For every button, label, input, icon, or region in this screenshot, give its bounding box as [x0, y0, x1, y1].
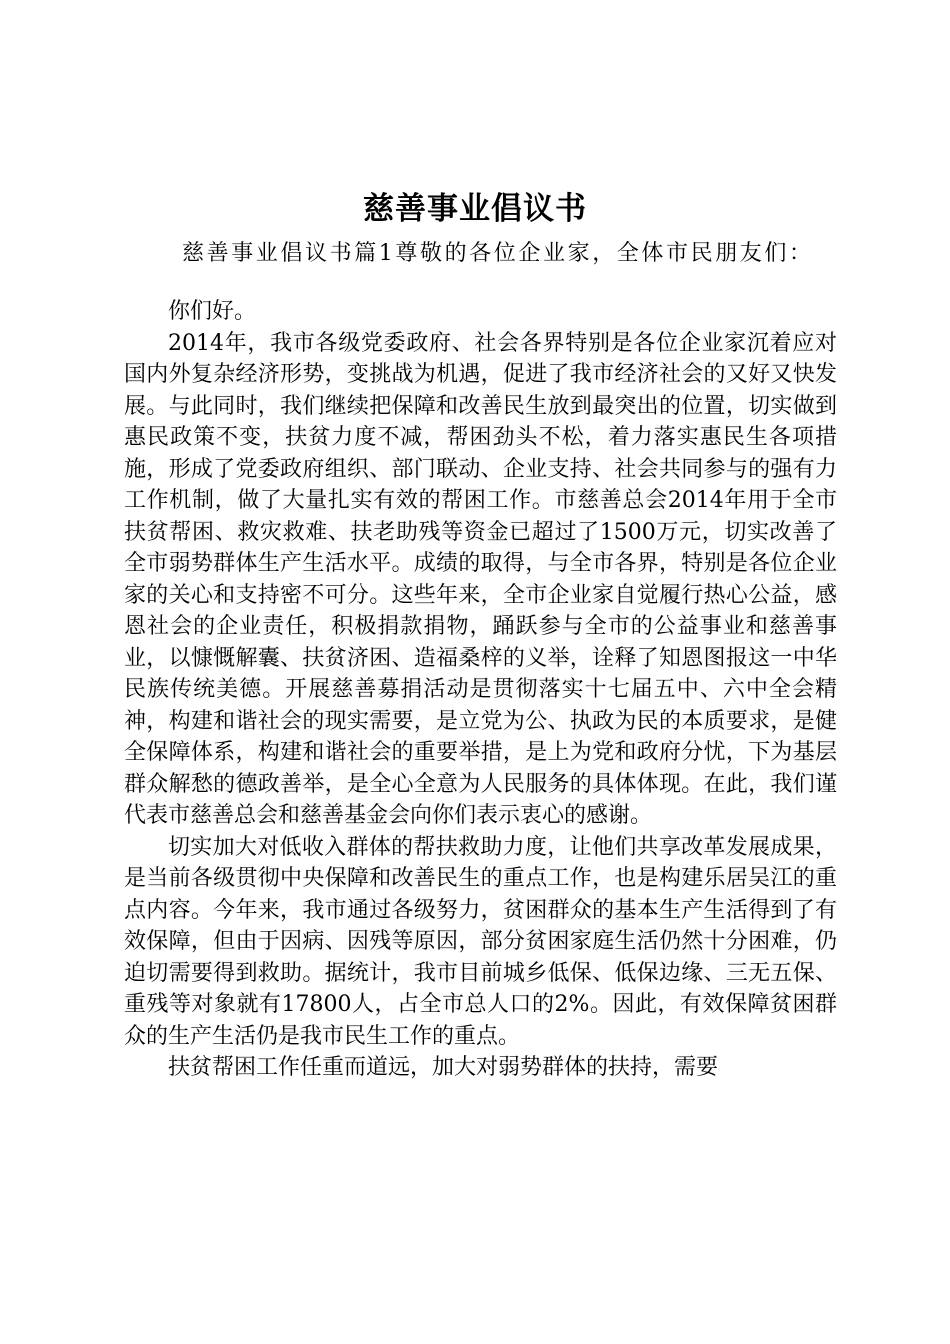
- paragraph-greeting: 你们好。: [168, 299, 257, 324]
- document-body: [124, 296, 837, 1084]
- document-subtitle: 慈善事业倡议书篇1尊敬的各位企业家，全体市民朋友们：: [182, 241, 814, 266]
- document-title: 慈善事业倡议书: [363, 191, 587, 227]
- paragraph: 扶贫帮困工作任重而道远，加大对弱势群体的扶持，需要: [168, 1055, 719, 1080]
- paragraph: 2014年，我市各级党委政府、社会各界特别是各位企业家沉着应对国内外复杂经济形势，变挑战为机遇，促进了我市经济社会的又好又快发展。与此同时，我们继续把保障和改善民生放到最突出的位置，切实做到惠民政策不变，扶贫力度不减，帮困劲头不松，着力落实惠民生各项措施，形成了党委政府组织、部门联动、企业支持、社会共同参与的强有力工作机制，做了大量扎实有效的帮困工作。市慈善总会2014年用于全市扶贫帮困、救灾救难、扶老助残等资金已超过了1500万元，切实改善了全市弱势群体生产生活水平。成绩的取得，与全市各界，特别是各位企业家的关心和支持密不可分。这些年来，全市企业家自觉履行热心公益，感恩社会的企业责任，积极捐款捐物，踊跃参与全市的公益事业和慈善事业，以慷慨解囊、扶贫济困、造福桑梓的义举，诠释了知恩图报这一中华民族传统美德。开展慈善募捐活动是贯彻落实十七届五中、六中全会精神，构建和谐社会的现实需要，是立党为公、执政为民的本质要求，是健全保障体系，构建和谐社会的重要举措，是上为党和政府分忧，下为基层群众解愁的德政善举，是全心全意为人民服务的具体体现。在此，我们谨代表市慈善总会和慈善基金会向你们表示衷心的感谢。: [124, 330, 837, 828]
- paragraph: 切实加大对低收入群体的帮扶救助力度，让他们共享改革发展成果，是当前各级贯彻中央保障和改善民生的重点工作，也是构建乐居吴江的重点内容。今年来，我市通过各级努力，贫困群众的基本生产生活得到了有效保障，但由于因病、因残等原因，部分贫困家庭生活仍然十分困难，仍迫切需要得到救助。据统计，我市目前城乡低保、低保边缘、三无五保、重残等对象就有17800人，占全市总人口的2%。因此，有效保障贫困群众的生产生活仍是我市民生工作的重点。: [124, 834, 837, 1049]
